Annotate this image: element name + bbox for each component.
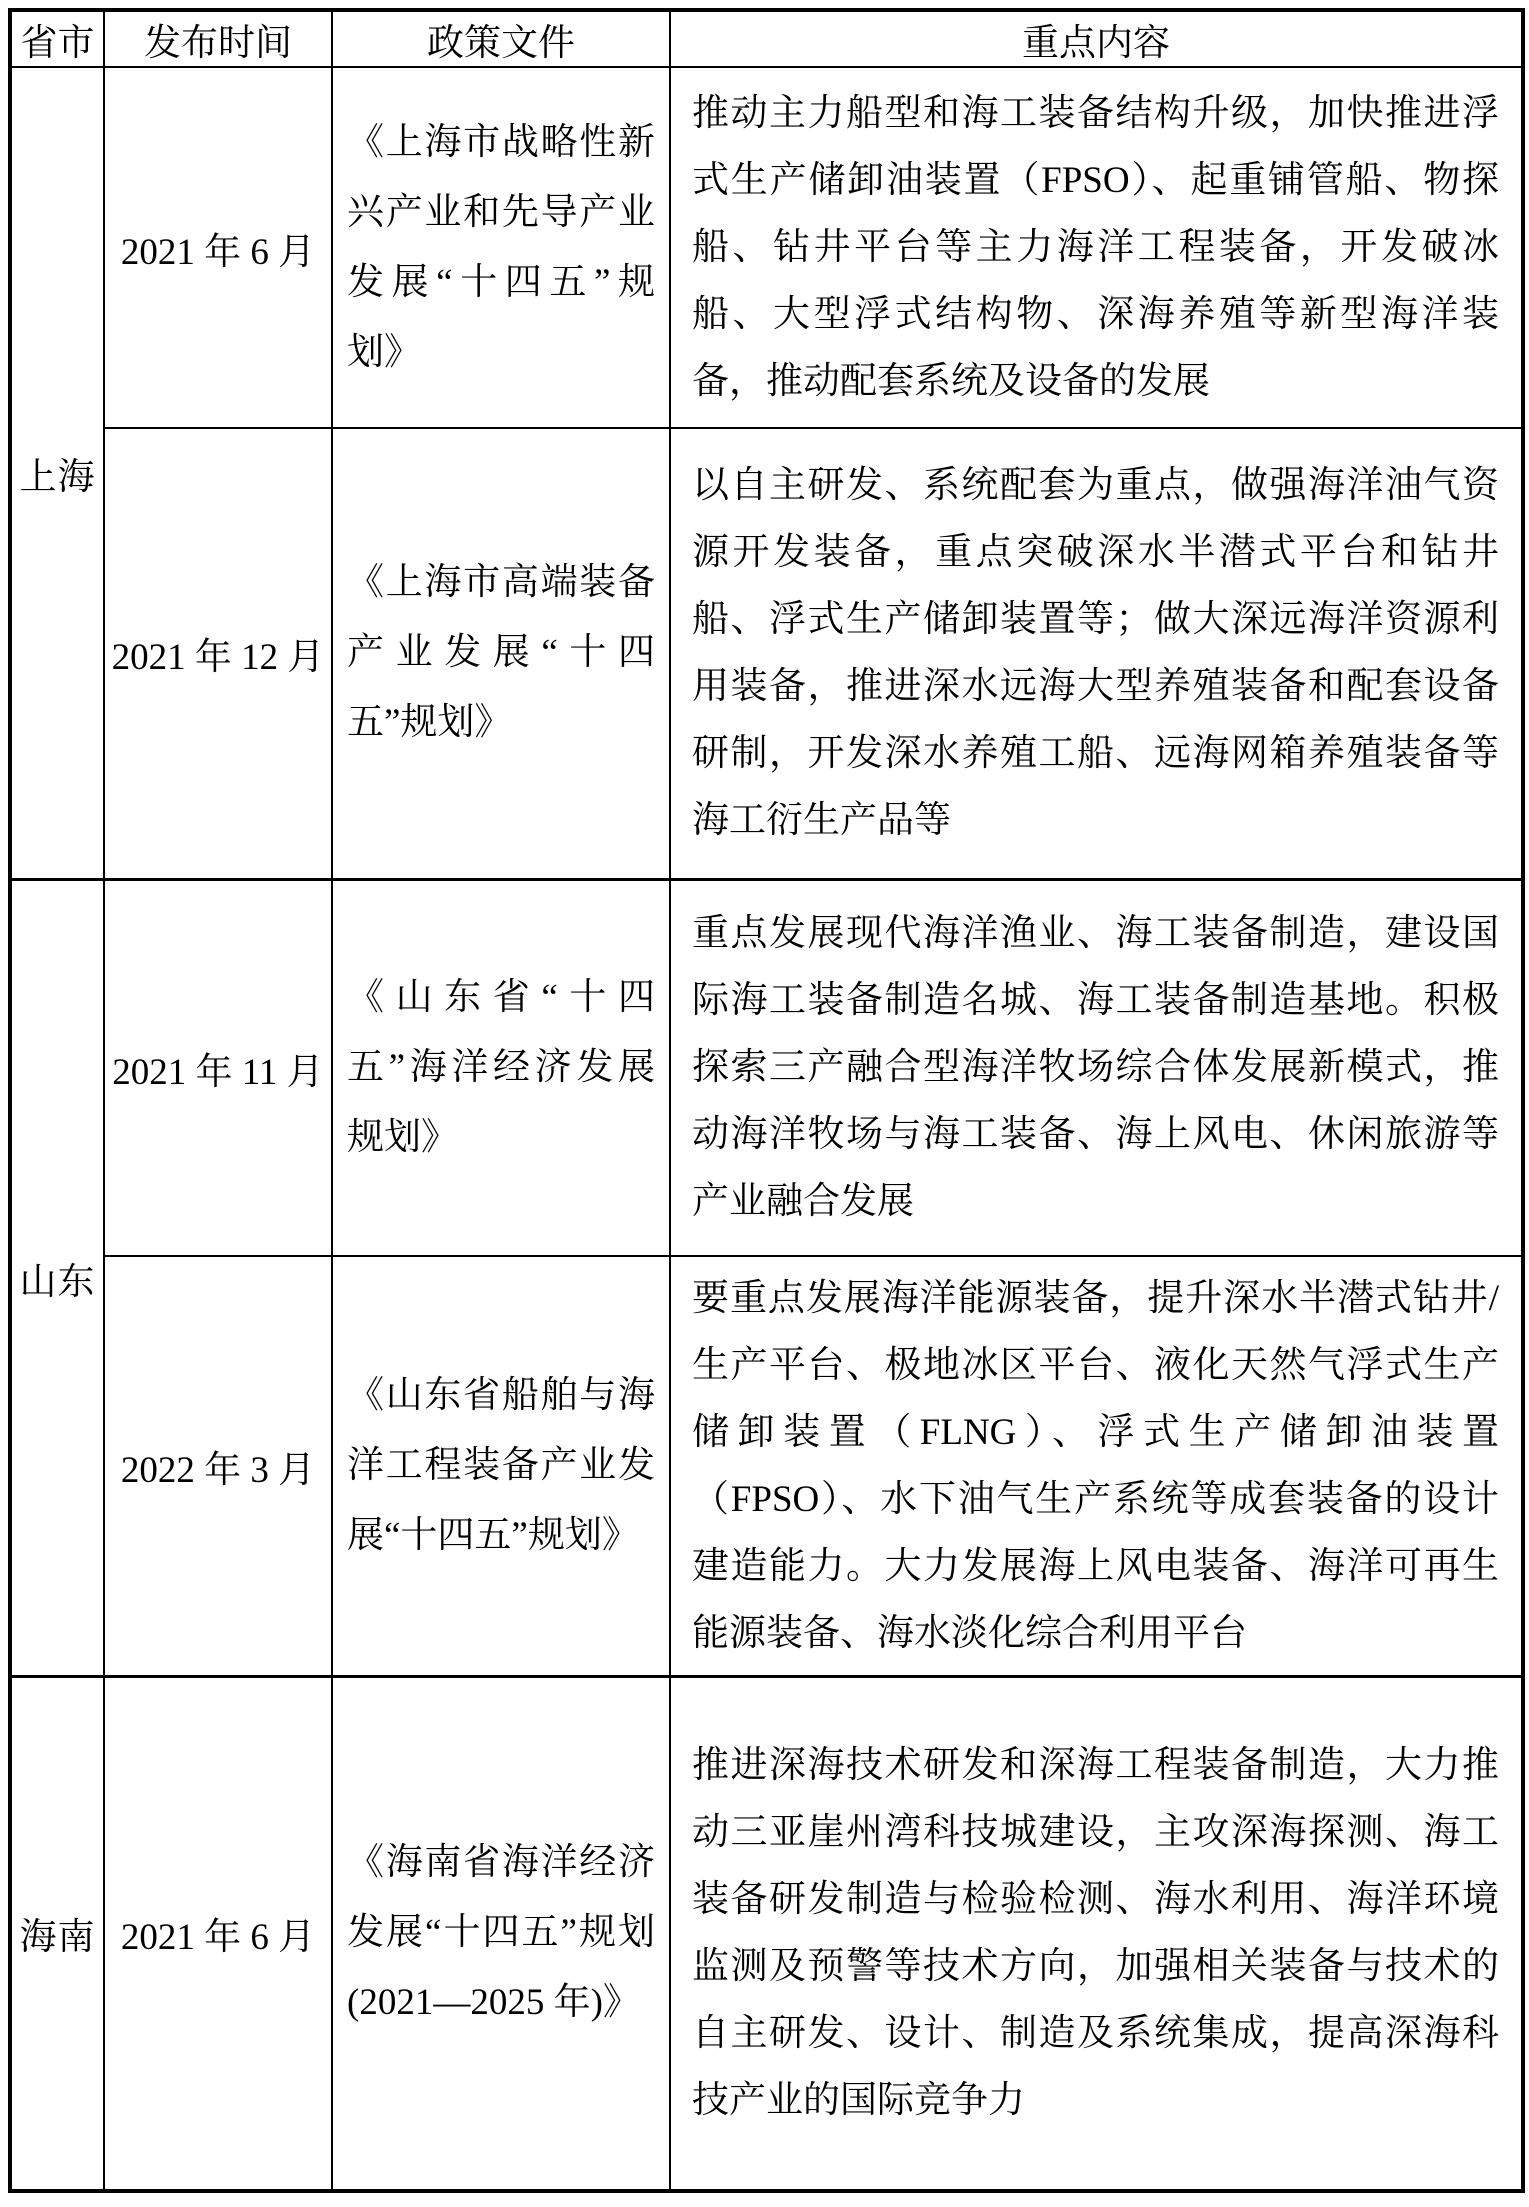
date-cell: 2022 年 3 月 [104, 1256, 332, 1676]
policy-cell: 《山东省船舶与海洋工程装备产业发展“十四五”规划》 [332, 1256, 670, 1676]
header-cell-policy: 政策文件 [332, 10, 670, 67]
content-cell: 要重点发展海洋能源装备，提升深水半潜式钻井/生产平台、极地冰区平台、液化天然气浮式生产储卸装置（FLNG）、浮式生产储卸油装置（FPSO）、水下油气生产系统等成套装备的设计建造能力。大力发展海上风电装备、海洋可再生能源装备、海水淡化综合利用平台 [670, 1256, 1523, 1676]
province-cell-shandong: 山东 [10, 879, 104, 1676]
table-row [10, 67, 1523, 428]
header-cell-province: 省市 [10, 10, 104, 67]
table-row [10, 1676, 1523, 2191]
table-row [10, 428, 1523, 879]
date-cell: 2021 年 6 月 [104, 1676, 332, 2191]
table-header-row [10, 10, 1523, 67]
content-cell: 以自主研发、系统配套为重点，做强海洋油气资源开发装备，重点突破深水半潜式平台和钻井船、浮式生产储卸装置等；做大深远海洋资源利用装备，推进深水远海大型养殖装备和配套设备研制，开发深水养殖工船、远海网箱养殖装备等海工衍生产品等 [670, 428, 1523, 879]
policy-cell: 《山东省“十四五”海洋经济发展规划》 [332, 879, 670, 1256]
province-cell-shanghai: 上海 [10, 67, 104, 879]
header-cell-date: 发布时间 [104, 10, 332, 67]
policy-cell: 《上海市战略性新兴产业和先导产业发展“十四五”规划》 [332, 67, 670, 428]
table-row [10, 879, 1523, 1256]
date-cell: 2021 年 12 月 [104, 428, 332, 879]
date-cell: 2021 年 6 月 [104, 67, 332, 428]
header-cell-content: 重点内容 [670, 10, 1523, 67]
table-row [10, 1256, 1523, 1676]
content-cell: 重点发展现代海洋渔业、海工装备制造，建设国际海工装备制造名城、海工装备制造基地。积极探索三产融合型海洋牧场综合体发展新模式，推动海洋牧场与海工装备、海上风电、休闲旅游等产业融合发展 [670, 879, 1523, 1256]
content-cell: 推进深海技术研发和深海工程装备制造，大力推动三亚崖州湾科技城建设，主攻深海探测、海工装备研发制造与检验检测、海水利用、海洋环境监测及预警等技术方向，加强相关装备与技术的自主研发、设计、制造及系统集成，提高深海科技产业的国际竞争力 [670, 1676, 1523, 2191]
policy-table [8, 8, 1525, 2193]
policy-cell: 《上海市高端装备产业发展“十四五”规划》 [332, 428, 670, 879]
date-cell: 2021 年 11 月 [104, 879, 332, 1256]
content-cell: 推动主力船型和海工装备结构升级，加快推进浮式生产储卸油装置（FPSO）、起重铺管船、物探船、钻井平台等主力海洋工程装备，开发破冰船、大型浮式结构物、深海养殖等新型海洋装备，推动配套系统及设备的发展 [670, 67, 1523, 428]
policy-cell: 《海南省海洋经济发展“十四五”规划(2021—2025 年)》 [332, 1676, 670, 2191]
province-cell-hainan: 海南 [10, 1676, 104, 2191]
